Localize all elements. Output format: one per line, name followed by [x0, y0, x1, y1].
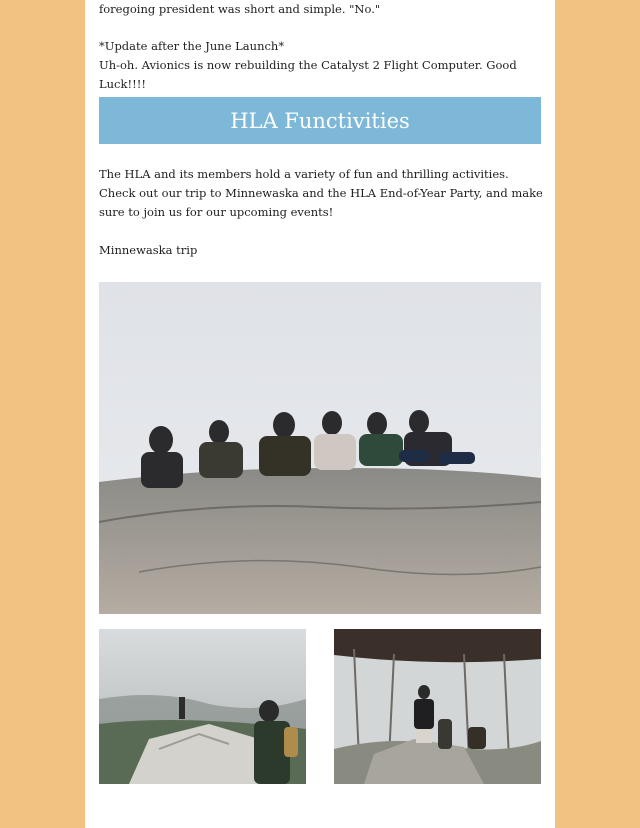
previous-paragraph-end: foregoing president was short and simple. "No." [99, 2, 381, 16]
newsletter-page [85, 0, 555, 828]
update-text: Uh-oh. Avionics is now rebuilding the Catalyst 2 Flight Computer. Good Luck!!!! [99, 58, 517, 91]
section-title: HLA Functivities [230, 108, 410, 133]
group-photo-main [99, 282, 541, 614]
update-label: *Update after the June Launch* [99, 39, 285, 53]
trip-heading: Minnewaska trip [99, 243, 198, 257]
section-banner [99, 97, 541, 144]
cave-photo [334, 629, 541, 784]
intro-paragraph: The HLA and its members hold a variety of fun and thrilling activities. Check out our trip to Minnewaska and the HLA End-of-Year Party, and make sure to join us for our upcoming events! [99, 167, 543, 219]
cliff-photo [99, 629, 306, 784]
